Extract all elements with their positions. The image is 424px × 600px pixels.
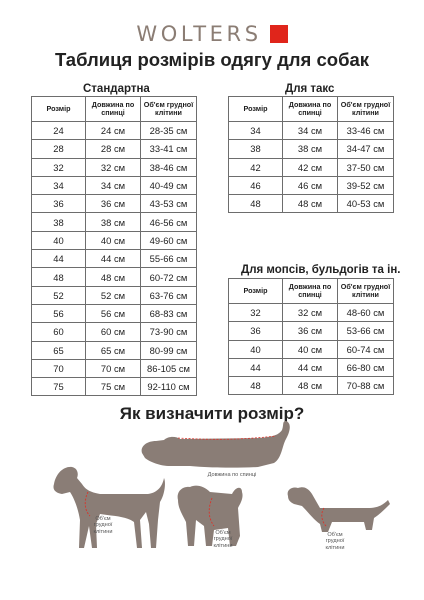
column-header: Об'єм грудної клітини <box>338 279 394 304</box>
table-cell: 34 см <box>86 176 141 194</box>
table-row <box>32 286 197 304</box>
table-cell: 60-74 см <box>338 340 394 358</box>
chest-label-standing: Об'єм грудної клітини <box>93 516 113 535</box>
table-row <box>32 250 197 268</box>
table-header-row <box>32 97 197 122</box>
table-cell: 73-90 см <box>141 323 197 341</box>
table-row <box>229 140 394 158</box>
table-cell: 42 <box>229 158 283 176</box>
table-cell: 46 <box>229 176 283 194</box>
table-row <box>229 304 394 322</box>
table-cell: 48 см <box>283 377 338 395</box>
table-cell: 24 <box>32 122 86 140</box>
table-cell: 44 <box>229 358 283 376</box>
table-cell: 65 <box>32 341 86 359</box>
table-cell: 56 <box>32 304 86 322</box>
back-length-label: Довжина по спинці <box>207 472 257 478</box>
lying-dog-silhouette <box>142 421 290 468</box>
table-row <box>229 195 394 213</box>
table-row <box>229 358 394 376</box>
table-cell: 32 см <box>283 304 338 322</box>
table-row <box>32 158 197 176</box>
table-row <box>229 340 394 358</box>
table-cell: 34-47 см <box>338 140 394 158</box>
table-row <box>229 322 394 340</box>
table-cell: 53-66 см <box>338 322 394 340</box>
standard-size-table <box>31 96 197 396</box>
table-cell: 40-53 см <box>338 195 394 213</box>
table-row <box>32 195 197 213</box>
chest-label-pug: Об'єм грудної клітини <box>213 530 233 549</box>
table-row <box>32 268 197 286</box>
column-header: Довжина по спинці <box>283 279 338 304</box>
table-cell: 66-80 см <box>338 358 394 376</box>
table-cell: 32 см <box>86 158 141 176</box>
table-row <box>32 341 197 359</box>
table-cell: 48 <box>229 195 283 213</box>
standard-table-title: Стандартна <box>83 83 150 95</box>
table-cell: 33-46 см <box>338 122 394 140</box>
table-cell: 75 см <box>86 378 141 396</box>
table-cell: 37-50 см <box>338 158 394 176</box>
table-row <box>229 122 394 140</box>
table-cell: 38 <box>229 140 283 158</box>
table-cell: 46-56 см <box>141 213 197 231</box>
table-cell: 40 см <box>86 231 141 249</box>
table-cell: 56 см <box>86 304 141 322</box>
dachshund-silhouette <box>288 487 390 532</box>
table-cell: 38 <box>32 213 86 231</box>
table-cell: 32 <box>32 158 86 176</box>
table-row <box>32 304 197 322</box>
table-row <box>32 176 197 194</box>
page-title: Таблиця розмірів одягу для собак <box>54 49 370 70</box>
table-row <box>32 122 197 140</box>
column-header: Довжина по спинці <box>86 97 141 122</box>
table-row <box>32 323 197 341</box>
measurement-illustration <box>0 420 424 600</box>
chest-label-dachshund: Об'єм грудної клітини <box>325 532 345 551</box>
table-row <box>32 378 197 396</box>
table-cell: 92-110 см <box>141 378 197 396</box>
table-cell: 34 <box>229 122 283 140</box>
brand-logo <box>0 21 424 47</box>
table-cell: 42 см <box>283 158 338 176</box>
table-cell: 36 см <box>283 322 338 340</box>
table-cell: 46 см <box>283 176 338 194</box>
table-cell: 48 <box>229 377 283 395</box>
table-cell: 44 см <box>283 358 338 376</box>
table-cell: 40 <box>229 340 283 358</box>
table-cell: 86-105 см <box>141 359 197 377</box>
table-cell: 68-83 см <box>141 304 197 322</box>
table-cell: 34 <box>32 176 86 194</box>
table-cell: 40-49 см <box>141 176 197 194</box>
table-cell: 36 <box>229 322 283 340</box>
table-cell: 65 см <box>86 341 141 359</box>
table-cell: 60 см <box>86 323 141 341</box>
table-cell: 38-46 см <box>141 158 197 176</box>
table-cell: 28 см <box>86 140 141 158</box>
table-cell: 70 см <box>86 359 141 377</box>
table-row <box>32 140 197 158</box>
table-cell: 38 см <box>283 140 338 158</box>
table-header-row <box>229 279 394 304</box>
table-row <box>32 213 197 231</box>
table-cell: 49-60 см <box>141 231 197 249</box>
brand-square-icon <box>270 25 288 43</box>
table-cell: 48 <box>32 268 86 286</box>
pugs-table-title: Для мопсів, бульдогів та ін. <box>241 264 401 276</box>
table-cell: 33-41 см <box>141 140 197 158</box>
table-cell: 43-53 см <box>141 195 197 213</box>
table-row <box>32 231 197 249</box>
table-cell: 52 см <box>86 286 141 304</box>
column-header: Розмір <box>32 97 86 122</box>
standing-dog-silhouette <box>53 467 164 548</box>
table-cell: 38 см <box>86 213 141 231</box>
table-cell: 28 <box>32 140 86 158</box>
table-cell: 44 см <box>86 250 141 268</box>
table-cell: 28-35 см <box>141 122 197 140</box>
how-to-measure-title: Як визначити розмір? <box>119 404 305 423</box>
column-header: Довжина по спинці <box>283 97 338 122</box>
table-cell: 36 см <box>86 195 141 213</box>
pugs-size-table <box>228 278 394 395</box>
table-row <box>32 359 197 377</box>
table-cell: 48-60 см <box>338 304 394 322</box>
table-cell: 48 см <box>283 195 338 213</box>
dachshund-table-title: Для такс <box>285 83 335 95</box>
table-cell: 24 см <box>86 122 141 140</box>
brand-name: WOLTERS <box>136 22 262 46</box>
dachshund-size-table <box>228 96 394 213</box>
table-cell: 75 <box>32 378 86 396</box>
table-cell: 70 <box>32 359 86 377</box>
column-header: Розмір <box>229 279 283 304</box>
table-header-row <box>229 97 394 122</box>
table-cell: 40 см <box>283 340 338 358</box>
table-row <box>229 158 394 176</box>
table-cell: 32 <box>229 304 283 322</box>
column-header: Об'єм грудної клітини <box>338 97 394 122</box>
table-cell: 39-52 см <box>338 176 394 194</box>
table-cell: 40 <box>32 231 86 249</box>
table-cell: 60 <box>32 323 86 341</box>
column-header: Розмір <box>229 97 283 122</box>
table-cell: 48 см <box>86 268 141 286</box>
table-cell: 52 <box>32 286 86 304</box>
table-row <box>229 377 394 395</box>
table-cell: 60-72 см <box>141 268 197 286</box>
column-header: Об'єм грудної клітини <box>141 97 197 122</box>
table-row <box>229 176 394 194</box>
table-cell: 34 см <box>283 122 338 140</box>
table-cell: 55-66 см <box>141 250 197 268</box>
table-cell: 44 <box>32 250 86 268</box>
table-cell: 36 <box>32 195 86 213</box>
table-cell: 63-76 см <box>141 286 197 304</box>
table-cell: 70-88 см <box>338 377 394 395</box>
table-cell: 80-99 см <box>141 341 197 359</box>
